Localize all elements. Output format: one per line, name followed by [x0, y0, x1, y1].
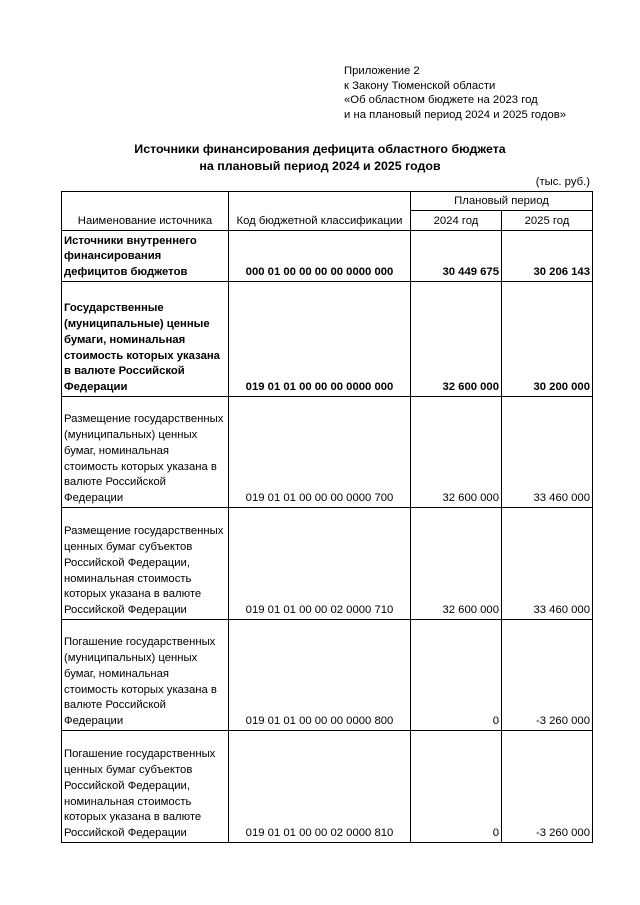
header-source-name: Наименование источника [62, 192, 229, 231]
row-code: 019 01 01 00 00 02 0000 710 [229, 508, 411, 620]
table-row [62, 620, 593, 731]
appendix-line: к Закону Тюменской области [344, 79, 496, 92]
row-value-2024: 32 600 000 [411, 508, 502, 620]
table-row [62, 282, 593, 397]
units-label: (тыс. руб.) [535, 176, 590, 188]
row-name: Размещение государственных ценных бумаг субъектов Российской Федерации, номинальная стоимость которых указана в валюте Российской Федерации [62, 508, 229, 620]
table-row [62, 508, 593, 620]
document-title [0, 141, 640, 175]
table-row [62, 397, 593, 508]
row-name: Погашение государственных ценных бумаг субъектов Российской Федерации, номинальная стоимость которых указана в валюте Российской Федерации [62, 731, 229, 843]
row-code: 019 01 01 00 00 00 0000 800 [229, 620, 411, 731]
row-value-2024: 0 [411, 620, 502, 731]
row-code: 000 01 00 00 00 00 0000 000 [229, 231, 411, 282]
row-name: Источники внутреннего финансирования дефицитов бюджетов [62, 231, 229, 282]
financing-sources-table [61, 191, 593, 843]
row-value-2025: 30 200 000 [502, 282, 593, 397]
row-name: Размещение государственных (муниципальных) ценных бумаг, номинальная стоимость которых указана в валюте Российской Федерации [62, 397, 229, 508]
header-budget-code: Код бюджетной классификации [229, 192, 411, 231]
table-row [62, 731, 593, 843]
appendix-line: Приложение 2 [344, 65, 420, 77]
row-value-2025: 33 460 000 [502, 397, 593, 508]
row-value-2024: 0 [411, 731, 502, 843]
row-code: 019 01 01 00 00 00 0000 000 [229, 282, 411, 397]
row-value-2024: 32 600 000 [411, 397, 502, 508]
row-name: Государственные (муниципальные) ценные бумаги, номинальная стоимость которых указана в валюте Российской Федерации [62, 282, 229, 397]
row-value-2024: 30 449 675 [411, 231, 502, 282]
row-value-2024: 32 600 000 [411, 282, 502, 397]
header-planning-period: Плановый период [411, 192, 593, 211]
row-code: 019 01 01 00 00 02 0000 810 [229, 731, 411, 843]
table-row [62, 231, 593, 282]
row-code: 019 01 01 00 00 00 0000 700 [229, 397, 411, 508]
header-year-2024: 2024 год [411, 211, 502, 231]
appendix-line: «Об областном бюджете на 2023 год [344, 94, 538, 107]
row-value-2025: 30 206 143 [502, 231, 593, 282]
header-year-2025: 2025 год [502, 211, 593, 231]
appendix-line: и на плановый период 2024 и 2025 годов» [344, 108, 567, 121]
title-line: Источники финансирования дефицита областного бюджета [134, 142, 506, 156]
row-value-2025: -3 260 000 [502, 731, 593, 843]
row-value-2025: 33 460 000 [502, 508, 593, 620]
row-value-2025: -3 260 000 [502, 620, 593, 731]
row-name: Погашение государственных (муниципальных) ценных бумаг, номинальная стоимость которых указана в валюте Российской Федерации [62, 620, 229, 731]
title-line: на плановый период 2024 и 2025 годов [199, 159, 441, 173]
appendix-note [344, 64, 566, 122]
